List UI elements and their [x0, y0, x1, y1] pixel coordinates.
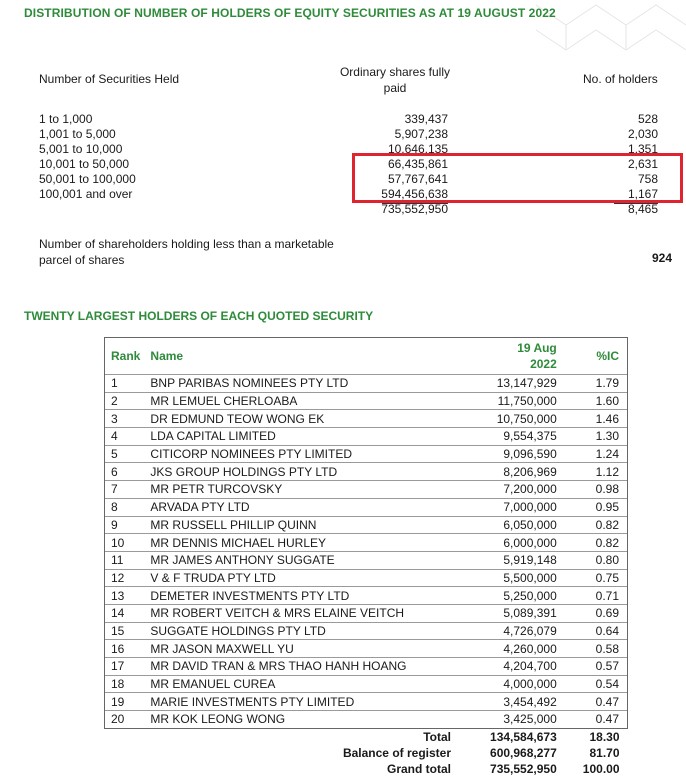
table-row [105, 516, 628, 534]
rank-cell: 2 [105, 392, 151, 410]
highlight-box [352, 153, 683, 203]
pct-cell: 1.46 [583, 410, 628, 428]
pct-cell: 0.58 [583, 640, 628, 658]
rank-cell: 11 [105, 551, 151, 569]
pct-cell: 0.47 [583, 693, 628, 711]
table-row [105, 445, 628, 463]
summary-pct: 18.30 [589, 729, 620, 744]
name-cell: SUGGATE HOLDINGS PTY LTD [150, 622, 455, 640]
holders-subtotal-divider [614, 203, 658, 204]
shares-cell: 8,206,969 [455, 463, 583, 481]
shares-cell: 3,425,000 [455, 711, 583, 729]
marketable-parcel-label [39, 236, 334, 268]
summary-shares: 134,584,673 [490, 729, 557, 744]
shares-value: 57,767,641 [387, 172, 448, 186]
top20-title: TWENTY LARGEST HOLDERS OF EACH QUOTED SECURITY [24, 309, 374, 323]
pct-cell: 1.60 [583, 392, 628, 410]
name-cell: DEMETER INVESTMENTS PTY LTD [150, 587, 455, 605]
distribution-title: DISTRIBUTION OF NUMBER OF HOLDERS OF EQUITY SECURITIES AS AT 19 AUGUST 2022 [24, 6, 556, 20]
rank-cell: 4 [105, 428, 151, 446]
name-cell: MR JAMES ANTHONY SUGGATE [150, 551, 455, 569]
rank-cell: 13 [105, 587, 151, 605]
rank-cell: 16 [105, 640, 151, 658]
summary-label: Grand total [386, 761, 451, 776]
table-row [105, 604, 628, 622]
col-header-securities-held: Number of Securities Held [39, 72, 180, 86]
pct-cell: 0.54 [583, 675, 628, 693]
table-row [105, 675, 628, 693]
summary-label: Balance of register [342, 745, 451, 760]
pct-cell: 0.75 [583, 569, 628, 587]
shares-cell: 10,750,000 [455, 410, 583, 428]
summary-pct: 100.00 [582, 761, 620, 776]
rank-cell: 14 [105, 604, 151, 622]
pct-cell: 0.98 [583, 481, 628, 499]
marketable-parcel-label-line2: parcel of shares [39, 253, 125, 267]
table-row [105, 392, 628, 410]
name-cell: MR LEMUEL CHERLOABA [150, 392, 455, 410]
table-row [105, 640, 628, 658]
col-header-pct: %IC [583, 338, 628, 375]
range-label: 10,001 to 50,000 [39, 157, 130, 171]
table-row [105, 428, 628, 446]
pct-cell: 0.47 [583, 711, 628, 729]
shares-value: 594,456,638 [381, 187, 448, 201]
summary-label: Total [423, 729, 451, 744]
summary-shares: 600,968,277 [490, 745, 557, 760]
marketable-parcel-value: 924 [651, 251, 672, 265]
name-cell: BNP PARIBAS NOMINEES PTY LTD [150, 375, 455, 393]
shares-cell: 5,919,148 [455, 551, 583, 569]
pct-cell: 0.71 [583, 587, 628, 605]
shares-cell: 4,000,000 [455, 675, 583, 693]
name-cell: MR RUSSELL PHILLIP QUINN [150, 516, 455, 534]
shares-value: 10,646,135 [387, 142, 448, 156]
pct-cell: 0.95 [583, 498, 628, 516]
holders-value: 2,631 [627, 157, 658, 171]
pct-cell: 0.82 [583, 534, 628, 552]
shares-cell: 9,554,375 [455, 428, 583, 446]
table-row [105, 658, 628, 676]
distribution-total-row [0, 202, 686, 217]
table-row [105, 375, 628, 393]
shares-cell: 6,000,000 [455, 534, 583, 552]
name-cell: CITICORP NOMINEES PTY LIMITED [150, 445, 455, 463]
shares-cell: 4,726,079 [455, 622, 583, 640]
rank-cell: 1 [105, 375, 151, 393]
marketable-parcel-label-line1: Number of shareholders holding less than a marketable [39, 237, 334, 251]
pct-cell: 0.64 [583, 622, 628, 640]
name-cell: MR DAVID TRAN & MRS THAO HANH HOANG [150, 658, 455, 676]
table-row [105, 463, 628, 481]
distribution-row [0, 112, 686, 127]
name-cell: MR KOK LEONG WONG [150, 711, 455, 729]
summary-shares: 735,552,950 [490, 761, 557, 776]
pct-cell: 0.82 [583, 516, 628, 534]
shares-cell: 5,089,391 [455, 604, 583, 622]
holders-value: 2,030 [627, 127, 658, 141]
total-shares: 735,552,950 [381, 202, 448, 216]
holders-value: 528 [637, 112, 658, 126]
pct-cell: 1.12 [583, 463, 628, 481]
shares-cell: 5,250,000 [455, 587, 583, 605]
table-row [105, 622, 628, 640]
range-label: 5,001 to 10,000 [39, 142, 123, 156]
pct-cell: 0.57 [583, 658, 628, 676]
rank-cell: 7 [105, 481, 151, 499]
col-header-ordinary-shares-line1: Ordinary shares fully [339, 65, 451, 79]
col-header-no-of-holders: No. of holders [583, 72, 658, 86]
rank-cell: 8 [105, 498, 151, 516]
shares-cell: 7,000,000 [455, 498, 583, 516]
summary-row [105, 761, 628, 777]
col-header-date [455, 338, 583, 375]
pct-cell: 1.79 [583, 375, 628, 393]
shares-cell: 5,500,000 [455, 569, 583, 587]
top20-table [104, 337, 628, 777]
rank-cell: 6 [105, 463, 151, 481]
pct-cell: 1.24 [583, 445, 628, 463]
name-cell: MR EMANUEL CUREA [150, 675, 455, 693]
rank-cell: 12 [105, 569, 151, 587]
name-cell: V & F TRUDA PTY LTD [150, 569, 455, 587]
distribution-row [0, 127, 686, 142]
top20-header-row [105, 338, 628, 375]
pct-cell: 0.80 [583, 551, 628, 569]
range-label: 100,001 and over [39, 187, 133, 201]
summary-row [105, 745, 628, 761]
name-cell: LDA CAPITAL LIMITED [150, 428, 455, 446]
range-label: 1,001 to 5,000 [39, 127, 116, 141]
table-row [105, 711, 628, 729]
total-holders: 8,465 [627, 202, 658, 216]
summary-pct: 81.70 [589, 745, 620, 760]
rank-cell: 19 [105, 693, 151, 711]
table-row [105, 410, 628, 428]
shares-value: 5,907,238 [394, 127, 448, 141]
col-header-ordinary-shares [330, 65, 460, 95]
shares-cell: 13,147,929 [455, 375, 583, 393]
name-cell: DR EDMUND TEOW WONG EK [150, 410, 455, 428]
name-cell: MARIE INVESTMENTS PTY LIMITED [150, 693, 455, 711]
pct-cell: 1.30 [583, 428, 628, 446]
col-header-date-line1: 19 Aug [517, 341, 557, 355]
range-label: 50,001 to 100,000 [39, 172, 136, 186]
table-row [105, 551, 628, 569]
col-header-name: Name [150, 338, 455, 375]
summary-row [105, 728, 628, 745]
shares-value: 339,437 [404, 112, 448, 126]
name-cell: ARVADA PTY LTD [150, 498, 455, 516]
shares-cell: 7,200,000 [455, 481, 583, 499]
table-row [105, 693, 628, 711]
shares-cell: 6,050,000 [455, 516, 583, 534]
pct-cell: 0.69 [583, 604, 628, 622]
rank-cell: 9 [105, 516, 151, 534]
name-cell: MR JASON MAXWELL YU [150, 640, 455, 658]
range-label: 1 to 1,000 [39, 112, 93, 126]
holders-value: 758 [637, 172, 658, 186]
col-header-ordinary-shares-line2: paid [383, 81, 407, 95]
shares-cell: 3,454,492 [455, 693, 583, 711]
table-row [105, 534, 628, 552]
rank-cell: 18 [105, 675, 151, 693]
shares-cell: 4,260,000 [455, 640, 583, 658]
holders-value: 1,351 [627, 142, 658, 156]
rank-cell: 5 [105, 445, 151, 463]
shares-cell: 11,750,000 [455, 392, 583, 410]
shares-value: 66,435,861 [387, 157, 448, 171]
shares-subtotal-divider [382, 203, 448, 204]
rank-cell: 3 [105, 410, 151, 428]
rank-cell: 20 [105, 711, 151, 729]
shares-cell: 4,204,700 [455, 658, 583, 676]
holders-value: 1,167 [627, 187, 658, 201]
rank-cell: 17 [105, 658, 151, 676]
table-row [105, 498, 628, 516]
name-cell: MR ROBERT VEITCH & MRS ELAINE VEITCH [150, 604, 455, 622]
rank-cell: 10 [105, 534, 151, 552]
col-header-rank: Rank [105, 338, 151, 375]
col-header-date-line2: 2022 [530, 357, 557, 371]
table-row [105, 569, 628, 587]
table-row [105, 587, 628, 605]
table-row [105, 481, 628, 499]
shares-cell: 9,096,590 [455, 445, 583, 463]
rank-cell: 15 [105, 622, 151, 640]
name-cell: MR DENNIS MICHAEL HURLEY [150, 534, 455, 552]
name-cell: MR PETR TURCOVSKY [150, 481, 455, 499]
name-cell: JKS GROUP HOLDINGS PTY LTD [150, 463, 455, 481]
